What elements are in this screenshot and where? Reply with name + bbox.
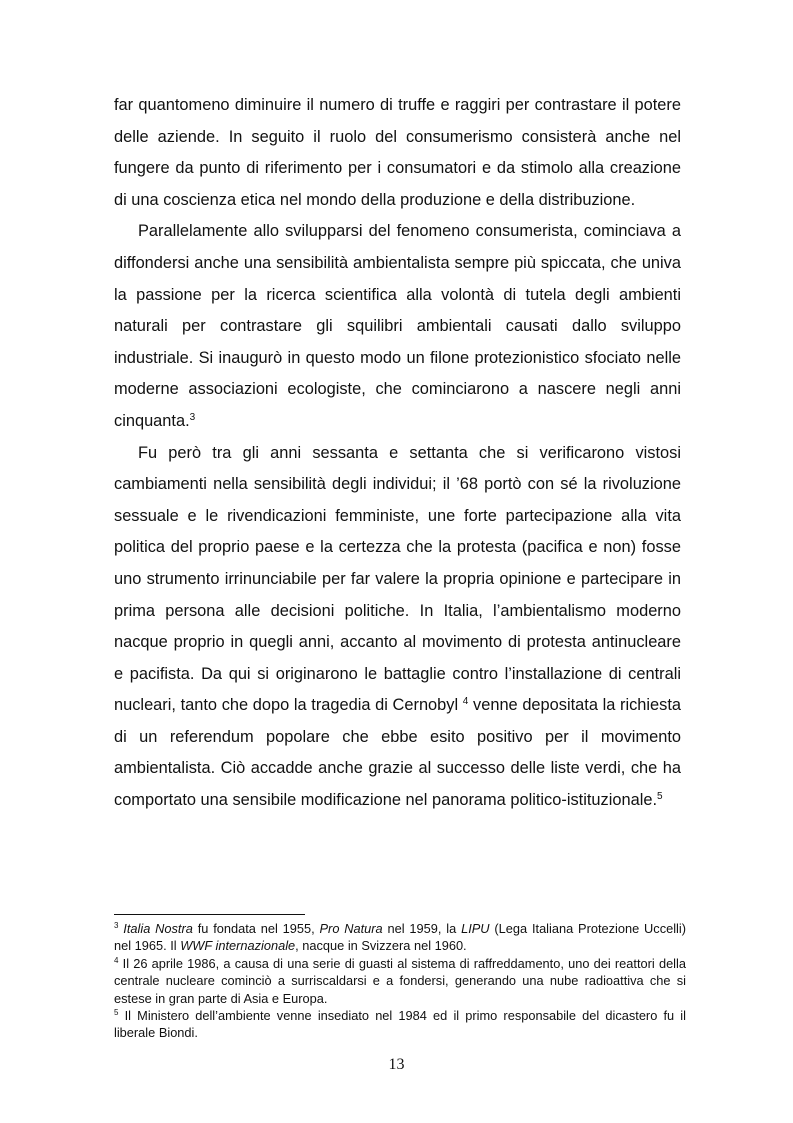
footnote-3-italic-2: Pro Natura (319, 921, 383, 936)
footnote-5 (114, 1007, 686, 1042)
footnote-3-text-3: (Lega Italiana Protezione Uccelli) nel 1965. Il (114, 921, 687, 954)
footnote-3-text-1: fu fondata nel 1955, (197, 921, 315, 936)
paragraph-1-text: far quantomeno diminuire il numero di truffe e raggiri per contrastare il potere delle aziende. In seguito il ruolo del consumerismo consisterà anche nel fungere da punto di riferimento per i consumatori e da stimolo alla creazione di una coscienza etica nel mondo della produzione e della distribuzione. (114, 96, 681, 209)
footnote-ref-4: 4 (462, 696, 469, 708)
paragraph-2-text: Parallelamente allo svilupparsi del fenomeno consumerista, cominciava a diffondersi anche una sensibilità ambientalista sempre più spiccata, che univa la passione per la ricerca scientifica alla volontà di tutela degli ambienti naturali per contrastare gli squilibri ambientali causati dallo sviluppo industriale. Si inaugurò in questo modo un filone protezionistico sfociato nelle moderne associazioni ecologiste, che cominciarono a nascere negli anni cinquanta. (114, 222, 681, 430)
page-number: 13 (388, 1056, 405, 1073)
footnote-4 (114, 955, 686, 1007)
footnote-5-number: 5 (114, 1008, 119, 1018)
footnote-separator (114, 914, 305, 915)
footnote-3 (114, 920, 686, 955)
paragraph-1 (114, 90, 681, 216)
footnote-4-text: Il 26 aprile 1986, a causa di una serie di guasti al sistema di raffreddamento, uno dei reattori della centrale nucleare cominciò a surriscaldarsi e a fondersi, generando una nube radioattiva che si estese in gran parte di Asia e Europa. (114, 955, 686, 1006)
footnote-5-text: Il Ministero dell’ambiente venne insediato nel 1984 ed il primo responsabile del dicastero fu il liberale Biondi. (114, 1008, 686, 1041)
paragraph-3-text-b: venne depositata la richiesta di un referendum popolare che ebbe esito positivo per il movimento ambientalista. Ciò accadde anche grazie al successo delle liste verdi, che ha comportato una sensibile modificazione nel panorama politico-istituzionale. (114, 696, 682, 810)
footnote-3-italic-1: Italia Nostra (123, 921, 193, 936)
paragraph-3-text-a: Fu però tra gli anni sessanta e settanta che si verificarono vistosi cambiamenti nella sensibilità degli individui; il ’68 portò con sé la rivoluzione sessuale e le rivendicazioni femministe, une forte partecipazione alla vita politica del proprio paese e la certezza che la protesta (pacifica e non) fosse uno strumento irrinunciabile per far valere la propria opinione e partecipare in prima persona alle decisioni politiche. In Italia, l’ambientalismo moderno nacque proprio in quegli anni, accanto al movimento di protesta antinucleare e pacifista. Da qui si originarono le battaglie contro l’installazione di centrali nucleari, tanto che dopo la tragedia di Cernobyl (114, 443, 681, 715)
footnote-3-text-4: , nacque in Svizzera nel 1960. (295, 938, 467, 954)
footnote-3-text-2: nel 1959, la (387, 921, 457, 936)
footnotes (114, 920, 686, 1042)
paragraph-3 (114, 438, 681, 817)
footnote-ref-5: 5 (657, 791, 663, 803)
footnote-ref-3: 3 (189, 411, 196, 423)
paragraph-2 (114, 216, 681, 437)
body-text (114, 90, 681, 817)
footnote-3-number: 3 (114, 921, 119, 930)
footnote-3-italic-4: WWF internazionale (180, 938, 296, 954)
footnote-4-number: 4 (114, 955, 119, 965)
footnote-3-italic-3: LIPU (461, 921, 490, 936)
